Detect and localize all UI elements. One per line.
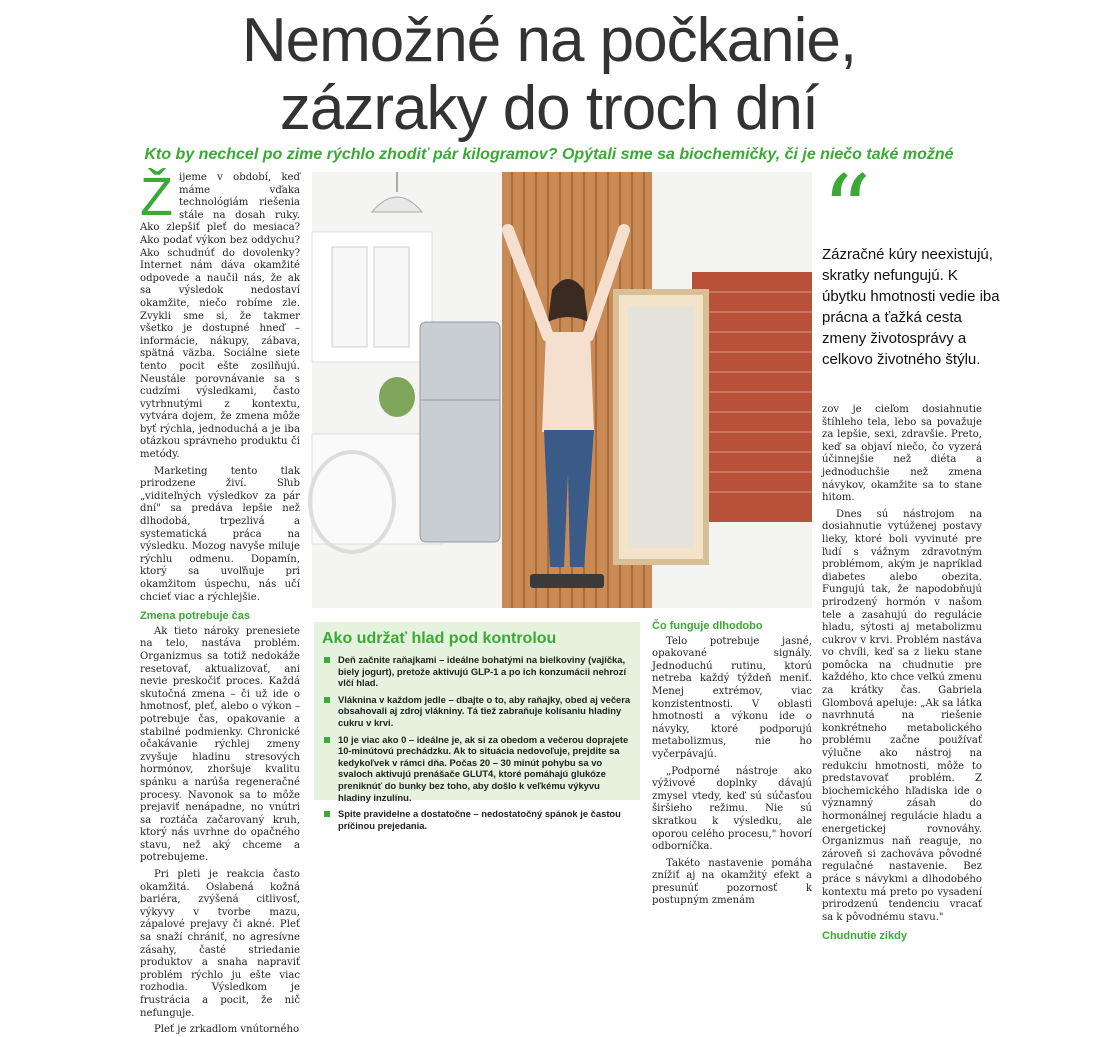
- paragraph: Dnes sú nástrojom na dosiahnutie vytúženej postavy lieky, ktoré boli vyvinuté pre ľudí s vážnym zdravotným problémom, akým je napríklad diabetes alebo obezita. Fungujú tak, že napodobňujú prirodzený hormón v našom tele a zasahujú do regulácie hladu, sýtosti aj metabolizmu cukrov v krvi. Problém nastáva vo chvíli, keď sa z lieku stane pomôcka na chudnutie pre každého, kto chce veľkú zmenu za krátky čas. Gabriela Glombová apeluje: „Ak sa látka navrhnutá na riešenie konkrétneho metabolického problému začne používať výlučne ako nástroj na redukciu hmotnosti, môže to predstavovať problém. Z biochemického hľadiska ide o významný zásah do hormonálnej regulácie hladu a energetickej rovnováhy. Organizmus naň reaguje, no zároveň si zachováva pôvodné regulačné nastavenie. Bez práce s návykmi a dlhodobého kontextu má preto po vysadení prirodzenú tendenciu vracať sa k pôvodnému stavu.": [822, 508, 982, 923]
- article-column-4: [822, 404, 982, 943]
- article-photo: [312, 172, 812, 608]
- drop-cap: Ž: [140, 167, 173, 227]
- paragraph: Telo potrebuje jasné, opakované signály. Jednoduchú rutinu, ktorú netreba každý týždeň meniť. Menej extrémov, viac konzistentnosti. V oblasti hmotnosti a výkonu ide o návyky, ktoré podporujú metabolizmus, nie ho vyčerpávajú.: [652, 635, 812, 760]
- photo-woman-on-scale-illustration: [312, 172, 812, 608]
- article-column-1: [140, 167, 300, 1036]
- paragraph: Pri pleti je reakcia často okamžitá. Oslabená kožná bariéra, zvýšená citlivosť, výkyvy v tvorbe mazu, zápalové prejavy či akné. Pleť sa snaží chrániť, no agresívne zásahy, časté striedanie produktov a snaha napraviť problém rýchlo ju ešte viac rozhodia. Výsledkom je frustrácia a pocit, že nič nefunguje.: [140, 869, 300, 1019]
- tips-list-item: Vláknina v každom jedle – dbajte o to, aby raňajky, obed aj večera obsahovali aj zdroj vlákniny. Tá tiež zabraňuje kolísaniu hladiny cukru v krvi.: [322, 694, 632, 729]
- tips-list: [322, 654, 632, 831]
- paragraph: Pleť je zrkadlom vnútorného: [154, 1024, 300, 1036]
- subtitle: Kto by nechcel po zime rýchlo zhodiť pár kilogramov? Opýtali sme sa biochemičky, či je niečo také možné: [144, 146, 954, 163]
- paragraph: Marketing tento tlak prirodzene živí. Sľub „viditeľných výsledkov za pár dní" sa predáva lepšie než dlhodobá, trpezlivá a systematická práca na výsledku. Mozog navyše miluje rýchlu odmenu. Dopamín, ktorý sa uvoľňuje pri okamžitom úspechu, nás učí chcieť viac a rýchlejšie.: [140, 465, 300, 603]
- tips-list-item: 10 je viac ako 0 – ideálne je, ak si za obedom a večerou doprajete 10-minútovú prechádzku. Ak to situácia nedovoľuje, prejdite sa kedykoľvek v rámci dňa. Počas 20 – 30 minút pohybu sa vo svaloch aktivujú prenášače GLUT4, ktoré pomáhajú glukóze preniknúť do bunky bez toho, aby došlo k veľkému výkyvu hladiny inzulínu.: [322, 734, 632, 804]
- paragraph: Takéto nastavenie pomáha znížiť aj na okamžitý efekt a presunúť pozornosť k postupným zmenám: [652, 857, 812, 907]
- paragraph: zov je cieľom dosiahnutie štíhleho tela, lebo sa považuje za lepšie, sexi, zdravšie. Preto, keď sa objaví niečo, čo vyzerá účinnejšie než diéta a jednoduchšie než zmena návykov, okamžite sa to stane hitom.: [822, 404, 982, 504]
- paragraph: ijeme v období, keď máme vďaka technológiám riešenia stále na dosah ruky. Ako zlepšiť pleť do mesiaca? Ako podať výkon bez oddychu? Ako schudnúť do dovolenky? Internet nám dáva okamžité odpovede a naučil nás, že ak sa výsledok nedostaví okamžite, niečo robíme zle. Zvykli sme si, že takmer všetko je dostupné hneď – informácie, nákupy, zábava, spätná väzba. Sociálne siete tento pocit ešte zosilňujú. Neustále porovnávanie sa s cudzími výsledkami, často vytrhnutými z kontextu, vytvára dojem, že zmena môže byť rýchla, jednoduchá a je iba otázkou správneho produktu či metódy.: [140, 172, 300, 461]
- paragraph: „Podporné nástroje ako výživové doplnky dávajú zmysel vtedy, keď sú súčasťou širšieho režimu. Nie sú skratkou k výsledku, ale oporou celého procesu," hovorí odborníčka.: [652, 765, 812, 853]
- pull-quote: [822, 155, 1002, 370]
- quote-mark-icon: “: [822, 155, 872, 267]
- tips-box: [314, 622, 640, 831]
- headline-line-2: zázraky do troch dní: [279, 74, 819, 143]
- tips-box-title: Ako udržať hlad pod kontrolou: [322, 630, 557, 647]
- subheading-weight-loss: Chudnutie zikdy: [822, 930, 907, 943]
- tips-list-item: Deň začnite raňajkami – ideálne bohatými na bielkoviny (vajíčka, biely jogurt), pretože aktivujú GLP-1 a po ich konzumácii nehrozí vlčí hlad.: [322, 654, 632, 689]
- pull-quote-text: Zázračné kúry neexistujú, skratky nefungujú. K úbytku hmotnosti vedie iba prácna a ťažká cesta zmeny životosprávy a celkovo životného štýlu.: [822, 246, 1000, 368]
- article-column-3: [652, 620, 812, 907]
- tips-list-item: Spite pravidelne a dostatočne – nedostatočný spánok je častou príčinou prejedania.: [322, 808, 632, 831]
- headline-line-1: Nemožné na počkanie,: [241, 6, 857, 75]
- subheading-change-needs-time: Zmena potrebuje čas: [140, 610, 251, 623]
- subheading-what-works-long-term: Čo funguje dlhodobo: [652, 620, 763, 632]
- paragraph: Ak tieto nároky prenesiete na telo, nastáva problém. Organizmus sa totiž nedokáže resetovať, aktualizovať, ani nevie preskočiť proces. Každá skutočná zmena – či už ide o hmotnosť, pleť, alebo o výkon – potrebuje čas, opakovanie a stabilné podmienky. Chronické očakávanie rýchlej zmeny zvyšuje hladinu stresových hormónov, zhoršuje kvalitu spánku a narúša regeneračné procesy. Navonok sa to môže prejaviť nenápadne, no vnútri sa roztáča začarovaný kruh, ktorý nás uvrhne do opačného stavu, než aký chceme a potrebujeme.: [140, 625, 300, 864]
